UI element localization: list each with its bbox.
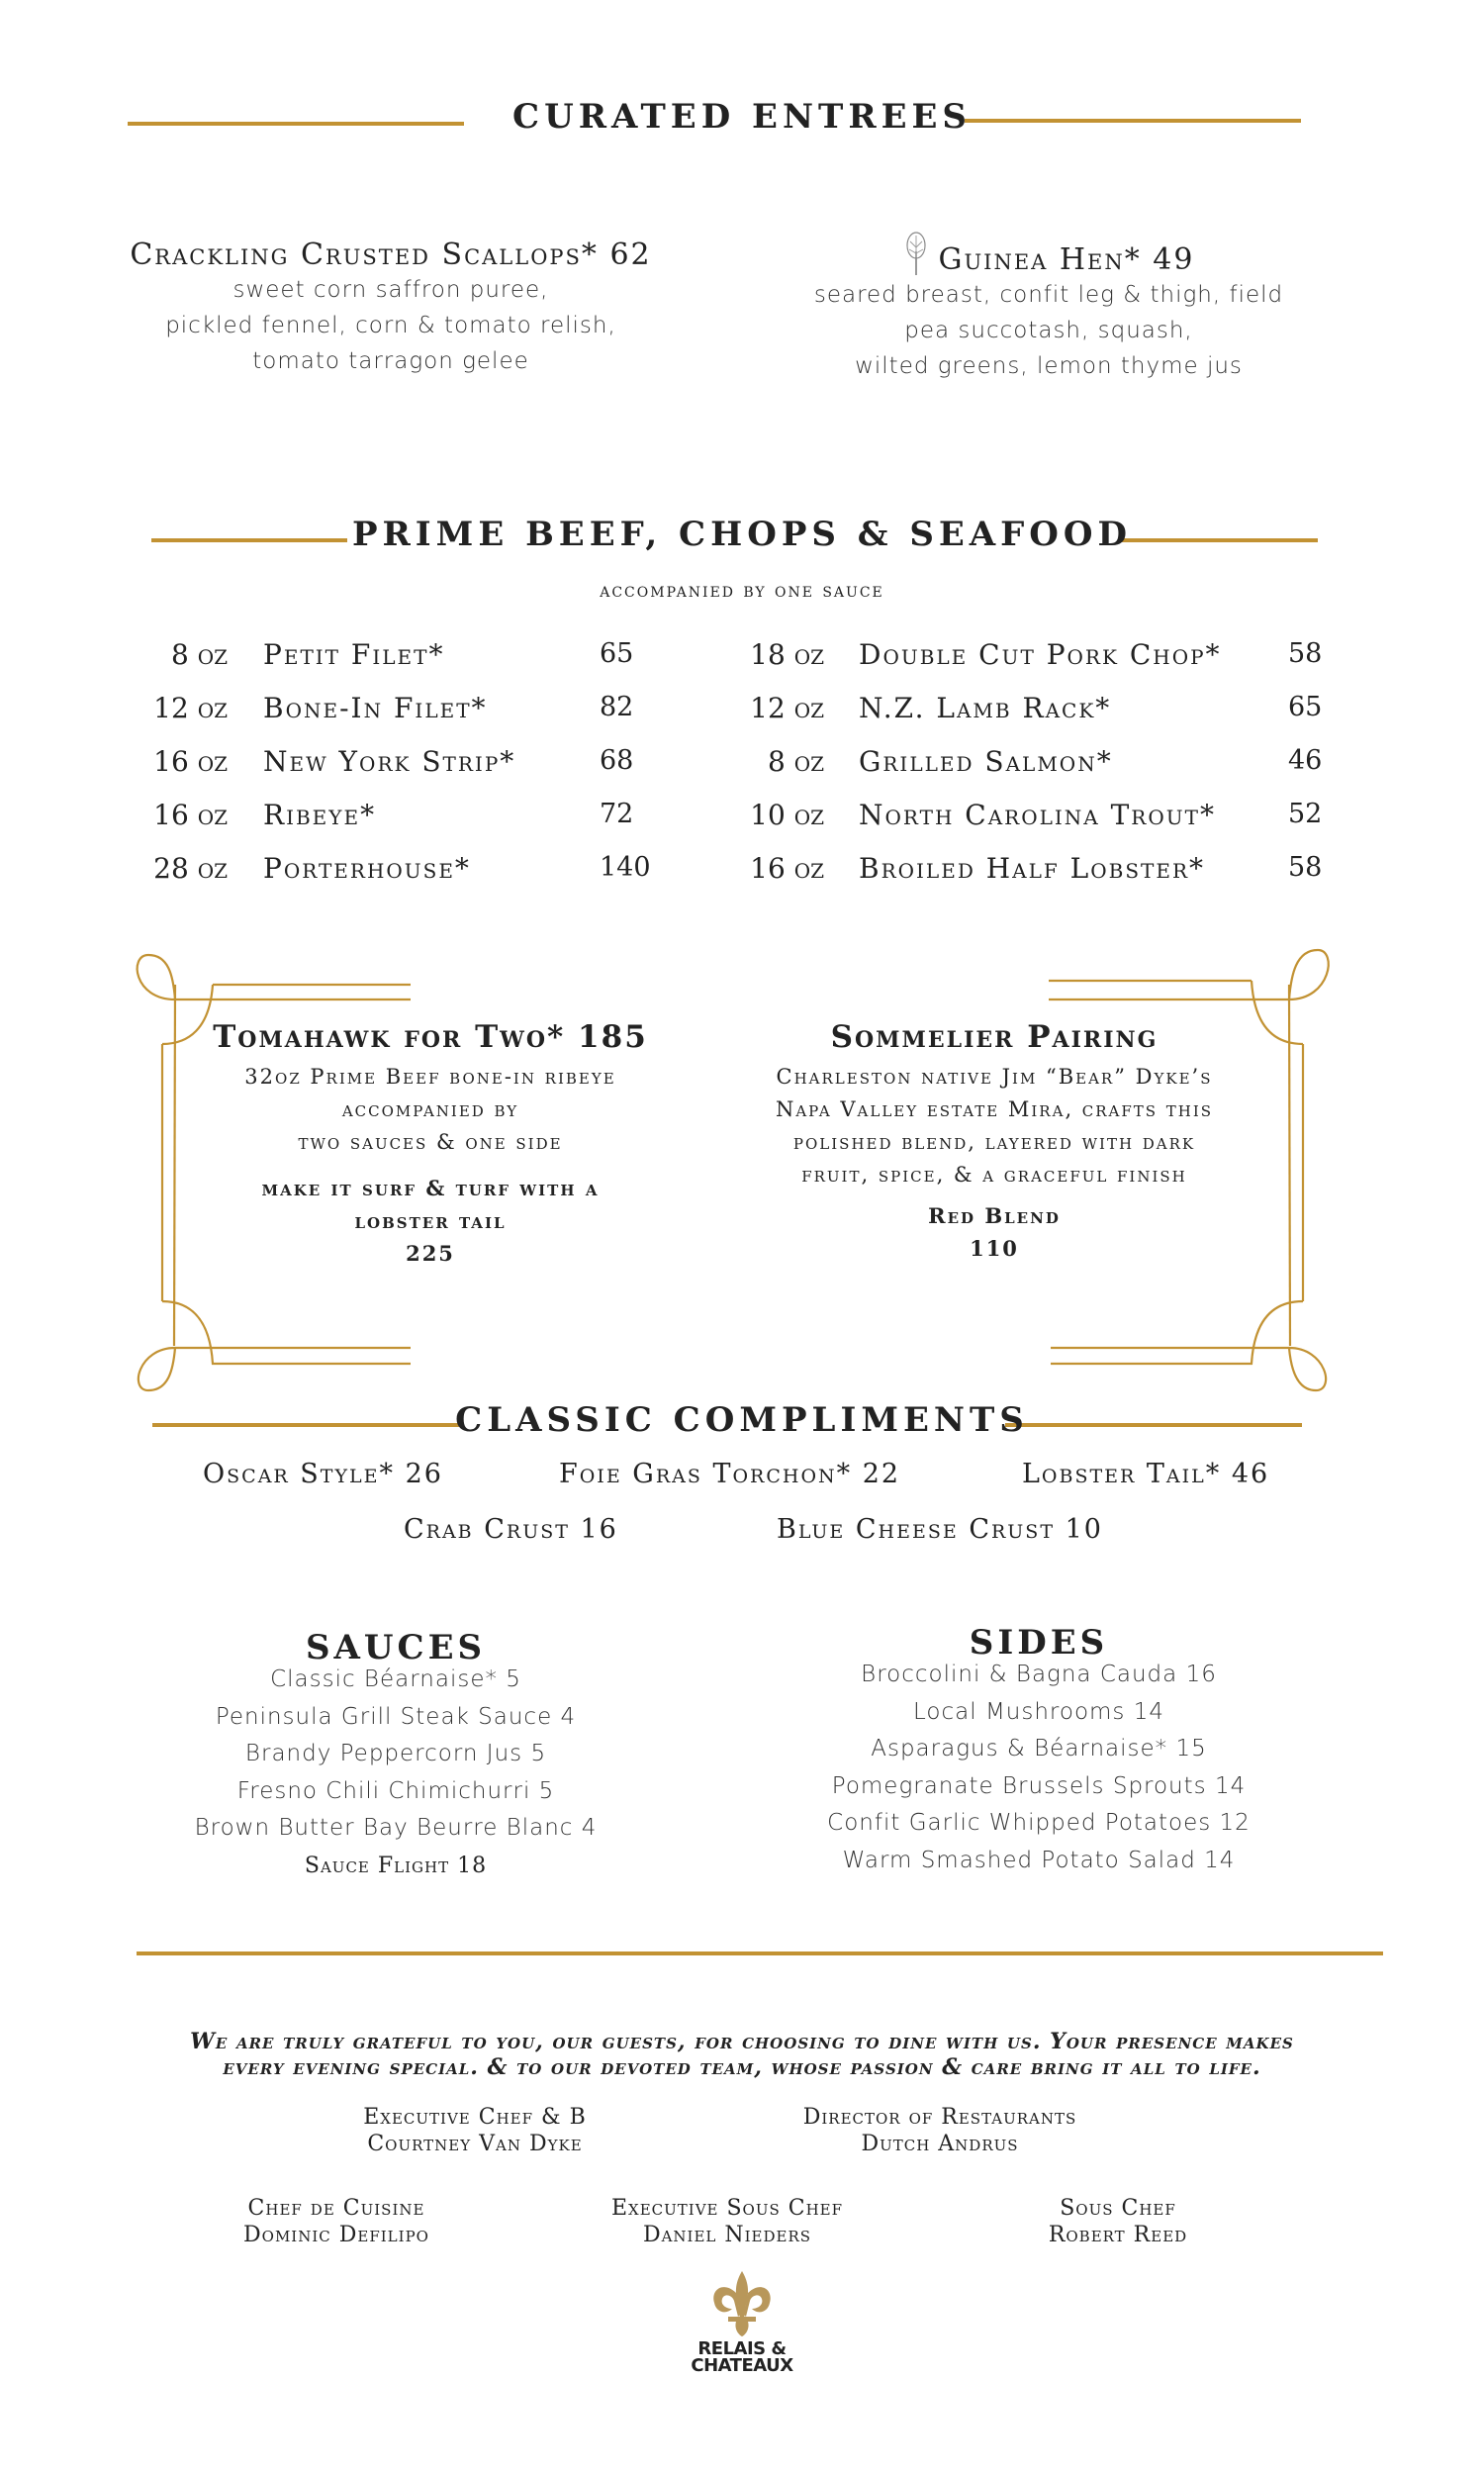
side-item: Confit Garlic Whipped Potatoes 12 xyxy=(827,1810,1251,1836)
item-price: 46 xyxy=(1288,745,1323,776)
entree-desc: wilted greens, lemon thyme jus xyxy=(855,353,1243,379)
section-title-curated: CURATED ENTREES xyxy=(512,97,972,137)
item-weight: 16 oz xyxy=(750,852,824,885)
side-item: Broccolini & Bagna Cauda 16 xyxy=(861,1662,1217,1687)
staff-role: Executive Chef & B xyxy=(363,2105,587,2130)
staff-role: Director of Restaurants xyxy=(802,2105,1077,2130)
item-name: Ribeye* xyxy=(263,799,377,831)
sauce-item: Fresno Chili Chimichurri 5 xyxy=(236,1777,555,1804)
side-item: Pomegranate Brussels Sprouts 14 xyxy=(831,1772,1247,1799)
sommelier-feature xyxy=(732,1019,1256,1265)
sauces-column xyxy=(148,1628,643,1884)
sauce-item: Brandy Peppercorn Jus 5 xyxy=(244,1741,547,1766)
sauces-title: SAUCES xyxy=(305,1628,487,1667)
tomahawk-feature xyxy=(198,1019,663,1270)
feature-line: Napa Valley estate Mira, crafts this xyxy=(775,1097,1214,1121)
feature-line: polished blend, layered with dark xyxy=(792,1130,1196,1154)
upsell-line: make it surf & turf with a xyxy=(261,1176,600,1200)
thanks-line: every evening special. & to our devoted team, whose passion & care bring it all to life. xyxy=(223,2054,1261,2080)
feature-line: Charleston native Jim “Bear” Dyke’s xyxy=(776,1065,1213,1089)
entree-desc: tomato tarragon gelee xyxy=(252,348,529,374)
item-price: 58 xyxy=(1288,852,1323,883)
sides-column xyxy=(791,1623,1286,1879)
entree-name: Guinea Hen* 49 xyxy=(938,242,1195,277)
section-subtitle: accompanied by one sauce xyxy=(600,578,884,602)
item-name: Grilled Salmon* xyxy=(859,745,1113,778)
item-weight: 28 oz xyxy=(153,852,228,885)
entree-desc: sweet corn saffron puree, xyxy=(232,277,549,303)
staff-role: Chef de Cuisine xyxy=(247,2196,425,2221)
item-name: Double Cut Pork Chop* xyxy=(859,638,1222,671)
item-price: 58 xyxy=(1288,638,1323,669)
staff-name: Dutch Andrus xyxy=(861,2132,1019,2156)
compliment-item: Blue Cheese Crust 10 xyxy=(777,1514,1103,1545)
footer-divider xyxy=(137,1951,1383,1955)
upsell-price: 225 xyxy=(406,1241,455,1266)
side-item: Asparagus & Béarnaise* 15 xyxy=(871,1736,1207,1761)
staff-name: Robert Reed xyxy=(1048,2223,1188,2247)
item-price: 68 xyxy=(600,745,634,776)
item-price: 140 xyxy=(600,852,651,883)
compliment-item: Crab Crust 16 xyxy=(404,1514,618,1545)
staff-role: Sous Chef xyxy=(1060,2196,1176,2221)
item-weight: 8 oz xyxy=(767,745,824,778)
staff-name: Daniel Nieders xyxy=(642,2223,812,2247)
wine-price: 110 xyxy=(970,1236,1019,1261)
item-weight: 18 oz xyxy=(750,638,824,671)
compliment-item: Lobster Tail* 46 xyxy=(1022,1459,1270,1489)
staff-credit xyxy=(188,2195,485,2248)
item-name: Petit Filet* xyxy=(263,638,445,671)
entree-desc: seared breast, confit leg & thigh, field xyxy=(813,282,1284,308)
sauce-item: Peninsula Grill Steak Sauce 4 xyxy=(215,1703,577,1730)
staff-credit xyxy=(762,2104,1118,2157)
item-price: 82 xyxy=(600,692,634,722)
wine-name: Red Blend xyxy=(928,1203,1061,1228)
item-price: 65 xyxy=(1288,692,1323,722)
entree-desc: pea succotash, squash, xyxy=(904,318,1193,343)
side-item: Local Mushrooms 14 xyxy=(913,1698,1164,1725)
item-weight: 10 oz xyxy=(750,799,824,831)
upsell-line: lobster tail xyxy=(354,1208,507,1233)
item-name: Broiled Half Lobster* xyxy=(859,852,1206,885)
item-weight: 12 oz xyxy=(750,692,824,724)
entree-desc: pickled fennel, corn & tomato relish, xyxy=(165,313,616,338)
entree-name: Crackling Crusted Scallops* 62 xyxy=(130,238,652,272)
compliment-item: Oscar Style* 26 xyxy=(203,1459,443,1489)
logo-text: RELAIS & xyxy=(697,2338,787,2359)
staff-credit xyxy=(970,2195,1266,2248)
feature-line: accompanied by xyxy=(341,1097,519,1121)
thanks-line: We are truly grateful to you, our guests, for choosing to dine with us. Your presence makes xyxy=(190,2029,1294,2054)
item-price: 52 xyxy=(1288,799,1323,829)
sauce-item: Brown Butter Bay Beurre Blanc 4 xyxy=(194,1815,598,1841)
sommelier-title: Sommelier Pairing xyxy=(830,1019,1159,1055)
staff-name: Courtney Van Dyke xyxy=(367,2132,583,2156)
logo-text: CHATEAUX xyxy=(691,2355,793,2376)
item-name: Bone-In Filet* xyxy=(263,692,488,724)
relais-chateaux-logo xyxy=(673,2271,811,2374)
section-title-compliments: CLASSIC COMPLIMENTS xyxy=(455,1400,1029,1440)
item-price: 72 xyxy=(600,799,634,829)
sauce-item: Classic Béarnaise* 5 xyxy=(270,1666,521,1692)
feature-line: 32oz Prime Beef bone-in ribeye xyxy=(244,1065,616,1089)
item-name: North Carolina Trout* xyxy=(859,799,1216,831)
section-title-prime: PRIME BEEF, CHOPS & SEAFOOD xyxy=(351,515,1133,554)
item-name: New York Strip* xyxy=(263,745,516,778)
staff-credit xyxy=(564,2195,890,2248)
item-weight: 8 oz xyxy=(170,638,228,671)
item-name: N.Z. Lamb Rack* xyxy=(859,692,1112,724)
item-name: Porterhouse* xyxy=(263,852,471,885)
fleur-de-lis-icon xyxy=(710,2271,774,2336)
item-weight: 12 oz xyxy=(153,692,228,724)
feature-line: two sauces & one side xyxy=(298,1130,563,1154)
tomahawk-title: Tomahawk for Two* 185 xyxy=(213,1019,648,1055)
staff-credit xyxy=(297,2104,653,2157)
staff-name: Dominic Defilipo xyxy=(243,2223,429,2247)
compliment-item: Foie Gras Torchon* 22 xyxy=(559,1459,901,1489)
item-price: 65 xyxy=(600,638,634,669)
feature-line: fruit, spice, & a graceful finish xyxy=(801,1163,1187,1187)
sides-title: SIDES xyxy=(969,1623,1109,1663)
side-item: Warm Smashed Potato Salad 14 xyxy=(842,1847,1236,1873)
item-weight: 16 oz xyxy=(153,799,228,831)
sauce-flight: Sauce Flight 18 xyxy=(304,1853,488,1878)
item-weight: 16 oz xyxy=(153,745,228,778)
staff-role: Executive Sous Chef xyxy=(610,2196,844,2221)
